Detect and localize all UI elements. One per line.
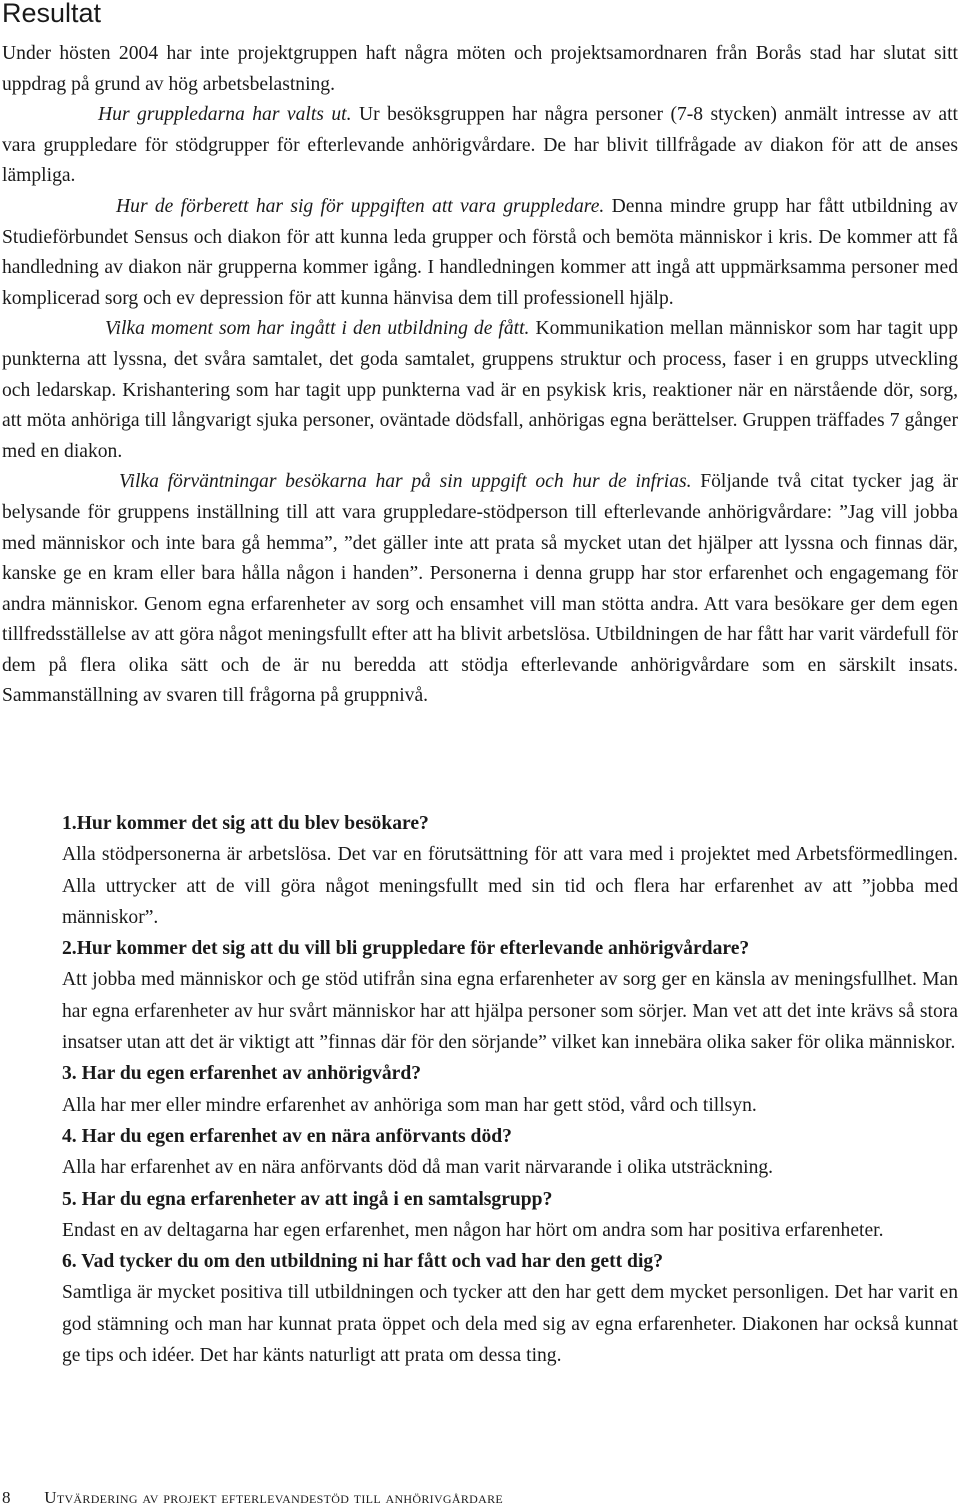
answer: Att jobba med människor och ge stöd utifrån sina egna erfarenheter av sorg ger en känsla av meningsfullhet. Man har egna erfarenheter av hur svårt människor har att hjälpa personer som sörjer. Man vet att det inte krävs så stora insatser utan att det är viktigt att ”finnas där för den sörjande” vilket kan innebära olika saker för olika människor. xyxy=(62,969,958,1054)
paragraph-text: Följande två citat tycker jag är belysande för gruppens inställning till att vara gruppledare-stödperson till efterlevande anhörigvårdare: ”Jag vill jobba med människor och inte bara gå hemma”, ”det gäller inte att prata så mycket utan det hjälper att lyssna och finnas där, kanske ge en kram eller bara hålla någon i handen”. Personerna i denna grupp har stor erfarenhet och engagemang för andra människor. Genom egna erfarenheter av sorg och ensamhet vill man stötta andra. Att vara besökare ger dem egen tillfredsställelse av att göra något meningsfullt efter att ha blivit arbetslösa. Utbildningen de har fått har varit värdefull för dem på flera olika sätt och de är nu beredda att stödja efterlevande anhörigvårdare som en särskilt insats. Sammanställning av svaren till frågorna på gruppnivå. xyxy=(2,471,958,707)
paragraph-lead: Hur gruppledarna har valts ut. xyxy=(98,104,352,126)
paragraph xyxy=(2,467,958,712)
paragraph-lead: Hur de förberett har sig för uppgiften att vara gruppledare. xyxy=(116,195,605,217)
paragraph-lead: Vilka moment som har ingått i den utbildning de fått. xyxy=(105,318,530,340)
question-list xyxy=(62,808,958,1371)
page-footer xyxy=(2,1488,503,1508)
running-title: Utvärdering av projekt efterlevandestöd till anhörivgårdare xyxy=(44,1488,504,1507)
paragraph-text: Ur besöksgruppen har några personer (7-8 stycken) anmält intresse av att vara gruppledare för stödgrupper för efterlevande anhörigvårdare. De har blivit tillfrågade av diakon för att de anses lämpliga. xyxy=(2,104,958,187)
answer: Samtliga är mycket positiva till utbildningen och tycker att den har gett dem mycket personligen. Det har varit en god stämning och man har kunnat prata öppet och dela med sig av egna erfarenheter. Diakonen har också kunnat ge tips och idéer. Det har känts naturligt att prata om dessa ting. xyxy=(62,1282,958,1367)
question-item xyxy=(62,808,958,933)
question: 2.Hur kommer det sig att du vill bli gruppledare för efterlevande anhörigvårdare? xyxy=(62,938,750,960)
paragraph-text: Under hösten 2004 har inte projektgruppen haft några möten och projektsamordnaren från Borås stad har slutat sitt uppdrag på grund av hög arbetsbelastning. xyxy=(2,43,958,95)
paragraph xyxy=(2,39,958,100)
paragraph-lead: Vilka förväntningar besökarna har på sin uppgift och hur de infrias. xyxy=(119,471,692,493)
body-text xyxy=(2,39,958,712)
question-item xyxy=(62,1246,958,1371)
paragraph-text: Kommunikation mellan människor som har tagit upp punkterna att lyssna, det svåra samtalet, det goda samtalet, gruppens struktur och process, faser i en grupps utveckling och ledarskap. Krishantering som har tagit upp punkterna vad är en psykisk kris, reaktioner när en närstående dör, sorg, att möta anhöriga till långvarigt sjuka personer, oväntade dödsfall, anhörigas egna berättelser. Gruppen träffades 7 gånger med en diakon. xyxy=(2,318,958,462)
section-heading: Resultat xyxy=(2,0,102,28)
question-item xyxy=(62,1184,958,1247)
question: 6. Vad tycker du om den utbildning ni har fått och vad har den gett dig? xyxy=(62,1251,663,1273)
answer: Alla har mer eller mindre erfarenhet av anhöriga som man har gett stöd, vård och tillsyn. xyxy=(62,1094,757,1116)
answer: Alla har erfarenhet av en nära anförvants död då man varit närvarande i olika utsträckning. xyxy=(62,1157,774,1179)
question: 3. Har du egen erfarenhet av anhörigvård? xyxy=(62,1063,422,1085)
question-item xyxy=(62,933,958,1058)
paragraph xyxy=(2,314,958,467)
question: 1.Hur kommer det sig att du blev besökare? xyxy=(62,813,429,834)
question: 4. Har du egen erfarenhet av en nära anförvants död? xyxy=(62,1125,512,1147)
page-number: 8 xyxy=(2,1488,11,1507)
question-item xyxy=(62,1121,958,1184)
answer: Alla stödpersonerna är arbetslösa. Det var en förutsättning för att vara med i projektet med Arbetsförmedlingen. Alla uttrycker att de vill göra något meningsfullt med sin tid och flera har erfarenhet av att ”jobba med människor”. xyxy=(62,844,958,928)
question: 5. Har du egna erfarenheter av att ingå i en samtalsgrupp? xyxy=(62,1188,553,1210)
paragraph xyxy=(2,192,958,314)
paragraph-text: Denna mindre grupp har fått utbildning av Studieförbundet Sensus och diakon för att kunna leda grupper och förstå och bemöta människor i kris. De kommer att få handledning av diakon när grupperna kommer igång. I handledningen kommer att ingå att uppmärksamma personer med komplicerad sorg och ev depression för att kunna hänvisa dem till professionell hjälp. xyxy=(2,195,958,309)
answer: Endast en av deltagarna har egen erfarenhet, men någon har hört om andra som har positiva erfarenheter. xyxy=(62,1219,884,1241)
question-item xyxy=(62,1058,958,1121)
paragraph xyxy=(2,100,958,192)
